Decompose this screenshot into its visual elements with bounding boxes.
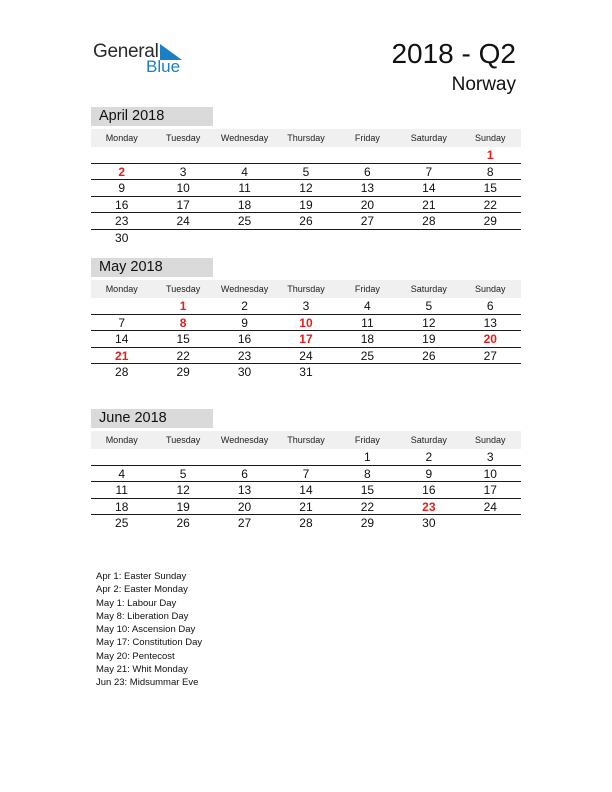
month-label: June 2018 (91, 409, 213, 428)
week-row (91, 348, 521, 365)
day-cell: 9 (241, 315, 248, 330)
holiday-note: May 8: Liberation Day (96, 610, 189, 622)
weekday-tuesday: Tuesday (166, 133, 201, 143)
day-cell: 11 (361, 315, 374, 330)
day-cell: 12 (422, 315, 436, 330)
day-cell: 9 (425, 466, 433, 481)
day-cell: 12 (299, 181, 313, 195)
week-row (91, 230, 521, 247)
day-cell (460, 364, 521, 381)
day-cell: 11 (238, 181, 251, 195)
day-cell: 3 (179, 164, 187, 179)
day-cell (337, 230, 398, 247)
holiday-day-cell: 23 (422, 499, 436, 514)
day-cell: 27 (360, 214, 375, 228)
page-title: 2018 - Q2 (391, 38, 516, 69)
calendar-grid (91, 431, 521, 532)
day-cell: 19 (176, 499, 190, 514)
day-cell: 25 (115, 516, 129, 530)
day-cell: 13 (237, 483, 252, 497)
week-row (91, 197, 521, 214)
day-cell (337, 147, 398, 163)
day-cell (152, 230, 213, 247)
day-cell: 9 (118, 181, 126, 195)
day-cell (337, 364, 398, 381)
day-cell (214, 147, 275, 163)
day-cell (398, 364, 459, 381)
week-row (91, 466, 521, 483)
day-cell: 21 (422, 197, 436, 212)
weekday-sunday: Sunday (474, 435, 506, 445)
day-cell: 7 (118, 315, 126, 330)
day-cell: 8 (486, 164, 494, 179)
holiday-note: May 1: Labour Day (96, 597, 177, 609)
day-cell: 18 (237, 197, 252, 212)
day-cell: 22 (176, 348, 190, 363)
day-cell: 6 (241, 466, 248, 481)
holiday-day-cell: 10 (299, 315, 313, 330)
day-cell: 14 (422, 181, 436, 195)
week-row (91, 213, 521, 230)
day-cell: 15 (360, 483, 375, 497)
day-cell (275, 449, 336, 465)
weekday-tuesday: Tuesday (166, 435, 201, 445)
day-cell: 29 (176, 365, 190, 379)
day-cell: 23 (115, 214, 129, 228)
weekday-friday: Friday (354, 284, 380, 294)
day-cell: 6 (486, 299, 494, 313)
day-cell: 20 (360, 197, 375, 212)
holiday-day-cell: 1 (179, 299, 187, 313)
day-cell: 27 (483, 348, 497, 363)
week-row (91, 364, 521, 381)
day-cell (460, 230, 521, 247)
day-cell: 18 (115, 499, 129, 514)
week-row (91, 515, 521, 532)
month-june (91, 409, 521, 532)
day-cell: 7 (425, 164, 433, 179)
day-cell (152, 147, 213, 163)
holiday-day-cell: 17 (299, 332, 313, 346)
day-cell: 16 (237, 332, 252, 346)
day-cell: 1 (364, 450, 371, 464)
day-cell (275, 147, 336, 163)
day-cell: 31 (299, 365, 313, 379)
day-cell: 10 (483, 466, 497, 481)
day-cell: 17 (483, 483, 497, 497)
weekday-saturday: Saturday (410, 133, 447, 143)
day-cell: 19 (422, 332, 436, 346)
week-row (91, 164, 521, 181)
week-row (91, 147, 521, 164)
day-cell: 2 (241, 299, 248, 313)
holiday-note: Jun 23: Midsummar Eve (96, 677, 199, 689)
weekday-monday: Monday (105, 284, 138, 294)
week-row (91, 499, 521, 516)
day-cell (152, 449, 213, 465)
day-cell: 29 (483, 214, 497, 228)
weekday-header-row (91, 129, 521, 147)
logo-blue-text: Blue (146, 57, 181, 76)
weekday-thursday: Thursday (287, 435, 325, 445)
day-cell (91, 449, 152, 465)
day-cell: 5 (425, 299, 433, 313)
week-row (91, 449, 521, 466)
logo-general-text: General (93, 41, 159, 62)
day-cell: 7 (302, 466, 310, 481)
day-cell (275, 230, 336, 247)
day-cell: 14 (115, 332, 129, 346)
day-cell: 28 (299, 516, 313, 530)
day-cell: 4 (241, 164, 248, 179)
day-cell: 11 (115, 483, 128, 497)
day-cell: 3 (486, 450, 494, 464)
weekday-wednesday: Wednesday (220, 133, 269, 143)
day-cell: 4 (118, 466, 126, 481)
holiday-note: Apr 2: Easter Monday (96, 584, 188, 596)
holiday-note: May 21: Whit Monday (96, 664, 188, 676)
day-cell: 18 (360, 332, 375, 346)
day-cell: 17 (176, 197, 190, 212)
day-cell: 22 (483, 197, 497, 212)
holiday-day-cell: 20 (483, 332, 497, 346)
day-cell: 28 (115, 365, 129, 379)
day-cell: 22 (360, 499, 375, 514)
weekday-thursday: Thursday (287, 133, 325, 143)
day-cell (214, 449, 275, 465)
weekday-header-row (91, 431, 521, 449)
weekday-monday: Monday (105, 435, 138, 445)
day-cell: 14 (299, 483, 313, 497)
day-cell: 30 (115, 230, 129, 245)
day-cell: 20 (237, 499, 252, 514)
day-cell: 26 (176, 516, 190, 530)
logo (93, 40, 203, 80)
day-cell: 25 (237, 214, 252, 228)
day-cell: 16 (115, 197, 129, 212)
day-cell: 24 (483, 499, 497, 514)
day-cell (91, 298, 152, 314)
month-april (91, 107, 521, 246)
day-cell (214, 230, 275, 247)
weekday-tuesday: Tuesday (166, 284, 201, 294)
day-cell: 12 (176, 483, 190, 497)
weekday-sunday: Sunday (474, 284, 506, 294)
day-cell: 26 (299, 214, 313, 228)
weekday-thursday: Thursday (287, 284, 325, 294)
day-cell (460, 515, 521, 532)
month-label: May 2018 (91, 258, 213, 277)
holiday-note: Apr 1: Easter Sunday (96, 571, 187, 582)
day-cell (91, 147, 152, 163)
month-label: April 2018 (91, 107, 213, 126)
day-cell: 16 (422, 483, 436, 497)
weekday-friday: Friday (354, 133, 380, 143)
day-cell: 30 (237, 365, 252, 379)
day-cell: 19 (299, 197, 313, 212)
holiday-note: May 10: Ascension Day (96, 624, 196, 636)
weekday-wednesday: Wednesday (220, 435, 269, 445)
week-row (91, 180, 521, 197)
day-cell: 10 (176, 181, 190, 195)
day-cell: 15 (483, 181, 497, 195)
day-cell: 3 (302, 299, 310, 313)
day-cell: 30 (422, 516, 436, 530)
day-cell: 8 (364, 466, 371, 481)
weekday-saturday: Saturday (410, 284, 447, 294)
week-row (91, 315, 521, 332)
day-cell (398, 147, 459, 163)
holiday-day-cell: 1 (486, 148, 494, 162)
day-cell: 5 (302, 164, 310, 179)
calendar-grid (91, 280, 521, 381)
weekday-monday: Monday (105, 133, 138, 143)
holiday-day-cell: 8 (179, 315, 187, 330)
day-cell: 29 (360, 516, 375, 530)
weekday-sunday: Sunday (474, 133, 506, 143)
day-cell: 13 (360, 181, 375, 195)
week-row (91, 331, 521, 348)
holiday-note: May 20: Pentecost (96, 650, 175, 662)
holiday-day-cell: 21 (115, 348, 129, 363)
day-cell: 2 (425, 450, 433, 464)
day-cell: 24 (299, 348, 313, 363)
day-cell: 27 (237, 516, 252, 530)
country-name: Norway (451, 74, 516, 95)
holiday-list (96, 570, 202, 690)
weekday-saturday: Saturday (410, 435, 447, 445)
day-cell: 26 (422, 348, 436, 363)
day-cell: 13 (483, 315, 497, 330)
calendar-grid (91, 129, 521, 246)
weekday-header-row (91, 280, 521, 298)
day-cell: 23 (237, 348, 252, 363)
day-cell: 21 (299, 499, 313, 514)
day-cell: 24 (176, 214, 190, 228)
week-row (91, 298, 521, 315)
day-cell: 15 (176, 332, 190, 346)
weekday-friday: Friday (354, 435, 380, 445)
day-cell: 25 (360, 348, 375, 363)
month-may (91, 258, 521, 381)
weekday-wednesday: Wednesday (220, 284, 269, 294)
day-cell: 28 (422, 214, 436, 228)
week-row (91, 482, 521, 499)
day-cell: 5 (179, 466, 187, 481)
day-cell: 6 (364, 164, 371, 179)
holiday-day-cell: 2 (118, 164, 126, 179)
day-cell (398, 230, 459, 247)
day-cell: 4 (364, 299, 371, 313)
holiday-note: May 17: Constitution Day (96, 637, 203, 649)
